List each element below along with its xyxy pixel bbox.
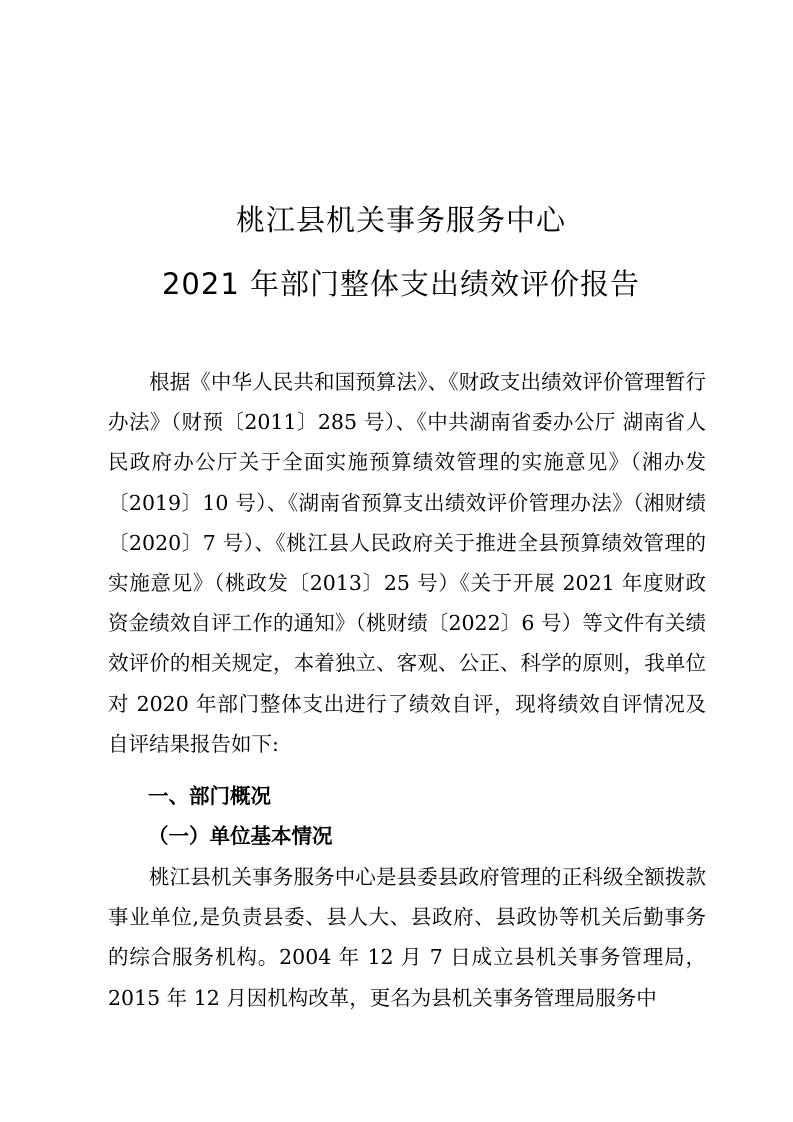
subsection-heading-unit-basic-info: （一）单位基本情况 [148, 824, 333, 848]
document-title-line-2: 2021 年部门整体支出绩效评价报告 [161, 267, 641, 301]
section-heading-department-overview: 一、部门概况 [148, 784, 271, 808]
intro-paragraph: 根据《中华人民共和国预算法》、《财政支出绩效评价管理暂行办法》（财预〔2011〕285 号）、《中共湖南省委办公厅 湖南省人民政府办公厅关于全面实施预算绩效管理的实施意见》（湘办发〔2019〕10 号）、《湖南省预算支出绩效评价管理办法》（湘财绩〔2020〕7 号）、《桃江县人民政府关于推进全县预算绩效管理的实施意见》（桃政发〔2013〕25 号）《关于开展 2021 年度财政资金绩效自评工作的通知》（桃财绩〔2022〕6 号）等文件有关绩效评价的相关规定，本着独立、客观、公正、科学的原则，我单位对 2020 年部门整体支出进行了绩效自评，现将绩效自评情况及自评结果报告如下: [108, 370, 706, 756]
document-title-line-1: 桃江县机关事务服务中心 [235, 203, 566, 237]
unit-basic-info-paragraph: 桃江县机关事务服务中心是县委县政府管理的正科级全额拨款事业单位,是负责县委、县人大、县政府、县政协等机关后勤事务的综合服务机构。2004 年 12 月 7 日成立县机关事务管理局，2015 年 12 月因机构改革，更名为县机关事务管理局服务中 [108, 865, 706, 1010]
